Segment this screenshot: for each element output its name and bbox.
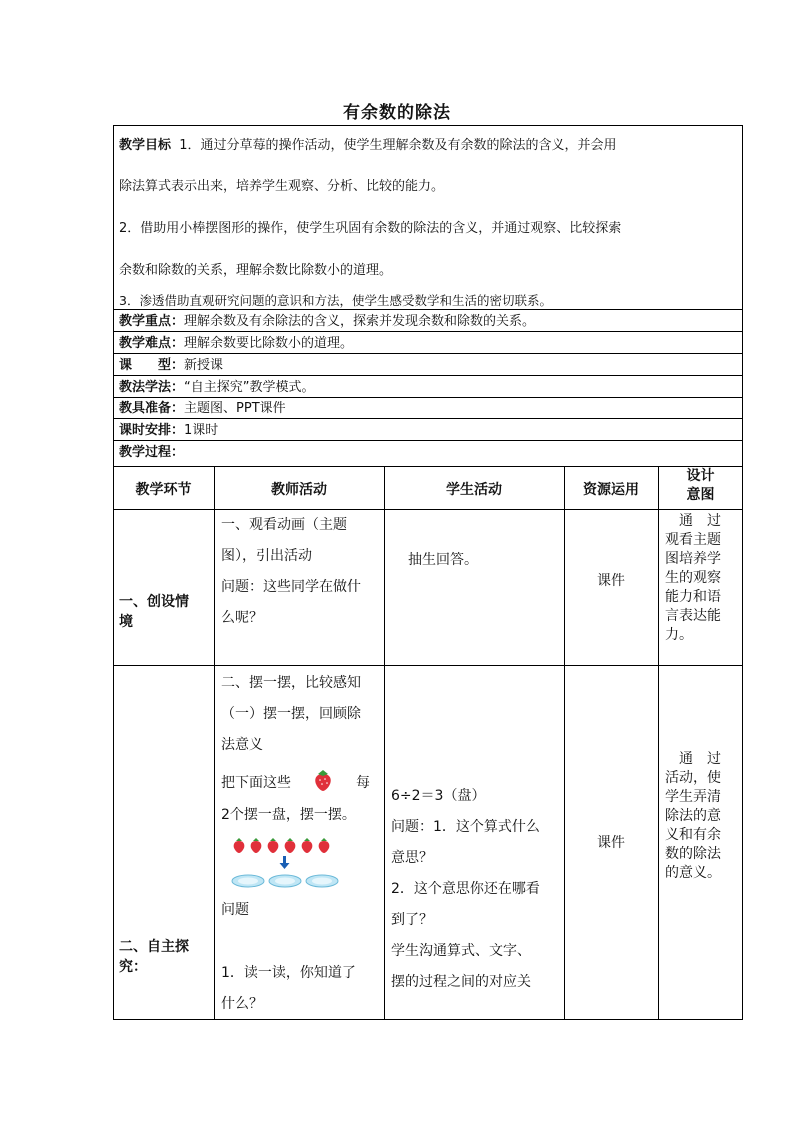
- teacher-2-bottom-line-1: 1．读一读，你知道了: [221, 965, 356, 981]
- goals-line-3: 2．借助用小棒摆图形的操作，使学生巩固有余数的除法的含义，并通过观察、比较探索: [119, 221, 622, 236]
- teacher-2-question: 问题: [221, 902, 249, 918]
- student-2-line-3: 意思？: [391, 850, 433, 866]
- resource-2: 课件: [597, 835, 625, 851]
- student-activity-2: [391, 781, 540, 998]
- plates: [232, 875, 338, 887]
- goals-line-4: 余数和除数的关系，理解余数比除数小的道理。: [119, 263, 393, 278]
- column-divider: [658, 466, 659, 1020]
- schedule-value: 1课时: [184, 423, 219, 438]
- header-intent-line-1: 设计: [686, 468, 715, 484]
- teacher-activity-2-top: [221, 668, 361, 761]
- student-2-line-6: 学生沟通算式、文字、: [391, 943, 531, 959]
- goals-line-1: [119, 137, 617, 154]
- header-teacher: 教师活动: [271, 482, 327, 498]
- header-intent: [658, 467, 743, 505]
- page-title: 有余数的除法: [343, 103, 451, 123]
- divider: [113, 418, 743, 419]
- intent-2-line: 活动，使: [665, 770, 721, 786]
- student-2-line-4: 2．这个意思你还在哪看: [391, 881, 540, 897]
- teacher-2-put-line: [221, 768, 291, 799]
- schedule-label: 课时安排：: [119, 423, 185, 438]
- teacher-1-line-4: 么呢？: [221, 610, 263, 626]
- method-row: [119, 379, 315, 396]
- materials-label: 教具准备：: [119, 401, 185, 416]
- lesson-type-label: 课 型：: [119, 358, 185, 373]
- teacher-2-line-3: 法意义: [221, 737, 263, 753]
- intent-2-line: 除法的意: [665, 808, 721, 824]
- student-activity-1: 抽生回答。: [408, 552, 478, 568]
- stage-1-line-2: 境: [119, 614, 133, 630]
- resource-1: 课件: [597, 573, 625, 589]
- strawberry-row: [234, 838, 330, 853]
- divider: [113, 440, 743, 441]
- key-point-value: 理解余数及有余除法的含义，探索并发现余数和除数的关系。: [184, 314, 536, 329]
- divider: [113, 375, 743, 376]
- teacher-2-put-a: 把下面这些: [221, 775, 291, 791]
- goals-line-5: 3．渗透借助直观研究问题的意识和方法，使学生感受数学和生活的密切联系。: [119, 293, 552, 308]
- goals-text-1: 1．通过分草莓的操作活动，使学生理解余数及有余数的除法的含义，并会用: [179, 138, 617, 153]
- teacher-1-line-3: 问题：这些同学在做什: [221, 579, 361, 595]
- intent-1-line: 通 过: [665, 513, 721, 529]
- schedule-row: [119, 422, 218, 439]
- materials-value: 主题图、PPT课件: [184, 401, 286, 416]
- student-2-line-7: 摆的过程之间的对应关: [391, 974, 531, 990]
- lesson-type-value: 新授课: [184, 358, 224, 373]
- student-2-line-1: 6÷2＝3（盘）: [391, 788, 486, 804]
- intent-1-line: 能力和语: [665, 589, 721, 605]
- intent-1-line: 生的观察: [665, 570, 721, 586]
- divider: [113, 309, 743, 310]
- intent-2-line: 的意义。: [665, 865, 721, 881]
- header-intent-line-2: 意图: [686, 487, 715, 503]
- teacher-1-line-2: 图），引出活动: [221, 548, 312, 564]
- difficulty-label: 教学难点：: [119, 336, 185, 351]
- method-value: “自主探究”教学模式。: [184, 380, 315, 395]
- stage-2-line-1: 二、自主探: [119, 939, 189, 955]
- lesson-type-row: [119, 357, 223, 374]
- divider: [113, 509, 743, 510]
- teacher-activity-1: [221, 510, 361, 634]
- intent-1-line: 言表达能: [665, 608, 721, 624]
- arrow-down-icon: [280, 856, 290, 869]
- key-point-row: [119, 313, 535, 330]
- intent-1-line: 力。: [665, 627, 693, 643]
- difficulty-value: 理解余数要比除数小的道理。: [184, 336, 354, 351]
- student-2-line-5: 到了？: [391, 912, 433, 928]
- column-divider: [384, 466, 385, 1020]
- intent-2-line: 数的除法: [665, 846, 721, 862]
- header-student: 学生活动: [446, 482, 502, 498]
- goals-label: 教学目标: [119, 138, 172, 153]
- intent-2: [665, 750, 721, 883]
- difficulty-row: [119, 335, 353, 352]
- intent-2-line: 学生弄清: [665, 789, 721, 805]
- strawberry-icon: [312, 768, 334, 792]
- intent-1-line: 图培养学: [665, 551, 721, 567]
- header-resource: 资源运用: [583, 482, 639, 498]
- student-2-line-2: 问题：1．这个算式什么: [391, 819, 540, 835]
- stage-2: [119, 937, 189, 977]
- teacher-activity-2-bottom: [221, 958, 356, 1020]
- stage-2-line-2: 究：: [119, 959, 147, 975]
- key-point-label: 教学重点：: [119, 314, 185, 329]
- intent-1: [665, 512, 721, 645]
- materials-row: [119, 400, 286, 417]
- column-divider: [564, 466, 565, 1020]
- stage-1-line-1: 一、创设情: [119, 594, 189, 610]
- teacher-2-line-2: （一）摆一摆，回顾除: [221, 706, 361, 722]
- divider: [113, 397, 743, 398]
- teacher-2-put-c: 2个摆一盘，摆一摆。: [221, 807, 356, 823]
- method-label: 教法学法：: [119, 380, 185, 395]
- header-stage: 教学环节: [135, 482, 192, 498]
- divider: [113, 331, 743, 332]
- process-row: [119, 444, 184, 461]
- stage-1: [119, 592, 189, 632]
- intent-2-line: 通 过: [665, 751, 721, 767]
- column-divider: [214, 466, 215, 1020]
- teacher-2-line-1: 二、摆一摆，比较感知: [221, 675, 361, 691]
- goals-line-2: 除法算式表示出来，培养学生观察、分析、比较的能力。: [119, 179, 445, 194]
- divider: [113, 665, 743, 666]
- process-label: 教学过程：: [119, 445, 185, 460]
- divider: [113, 353, 743, 354]
- intent-1-line: 观看主题: [665, 532, 721, 548]
- strawberry-plates-illustration: [230, 836, 340, 892]
- teacher-2-put-b: 每: [356, 775, 370, 791]
- teacher-1-line-1: 一、观看动画（主题: [221, 517, 347, 533]
- intent-2-line: 义和有余: [665, 827, 721, 843]
- teacher-2-bottom-line-2: 什么？: [221, 996, 263, 1012]
- divider: [113, 466, 743, 467]
